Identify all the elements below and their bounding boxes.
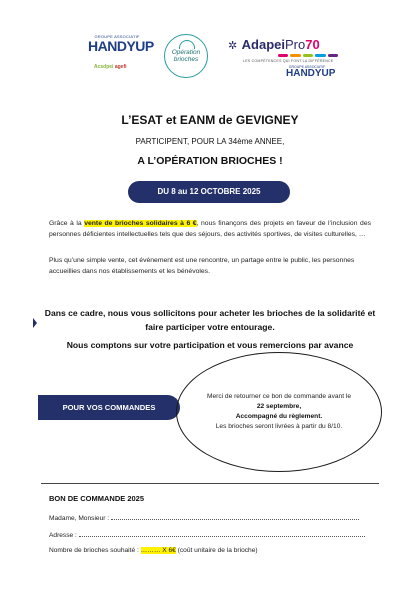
pro-word: Pro xyxy=(285,37,306,52)
operation-heading: A L’OPÉRATION BRIOCHES ! xyxy=(137,155,283,167)
operation-brioches-logo xyxy=(164,34,208,78)
people-icon: ✲ xyxy=(228,40,238,52)
handy2-caption: GROUPE ASSOCIATIF xyxy=(288,65,326,69)
divider xyxy=(41,483,379,484)
orders-banner: POUR VOS COMMANDES xyxy=(38,395,180,420)
subtitle: PARTICIPENT, POUR LA 34ème ANNEE, xyxy=(135,137,285,146)
up-word: UP xyxy=(135,38,154,54)
event-paragraph: Plus qu’une simple vente, cet événement est une rencontre, un partage entre le public, les personnes accueillies dans nos établissements et les bénévoles. xyxy=(49,257,355,275)
name-line[interactable] xyxy=(111,513,359,520)
brioche-logo-line1: Opération xyxy=(171,49,201,56)
address-field[interactable] xyxy=(49,530,365,539)
adapei-logo xyxy=(228,36,320,54)
adapei-word: Adapei xyxy=(241,37,286,52)
handy-word: HANDY xyxy=(88,38,136,54)
address-label: Adresse : xyxy=(49,532,77,539)
delivery-note: Les brioches seront livrées à partir du 8/10. xyxy=(215,423,343,430)
handy-logo-caption: GROUPE ASSOCIATIF xyxy=(94,34,140,39)
partner-logos xyxy=(94,64,127,70)
handy-logo-wordmark xyxy=(88,38,154,54)
dates-banner: DU 8 au 12 OCTOBRE 2025 xyxy=(128,181,290,203)
intro-paragraph xyxy=(49,219,371,240)
price-highlight: vente de brioches solidaires à 6 € xyxy=(84,220,197,227)
intro-text-a: Grâce à la xyxy=(49,220,85,227)
name-field[interactable] xyxy=(49,513,359,522)
order-form-title: BON DE COMMANDE 2025 xyxy=(49,494,145,503)
brioche-logo-line2: brioches xyxy=(173,56,199,63)
thanks-text: Nous comptons sur votre participation et vous remercions par avance xyxy=(66,340,354,350)
unit-cost-note: (coût unitaire de la brioche) xyxy=(177,547,258,554)
appeal-text: Dans ce cadre, nous vous sollicitons pour acheter les brioches de la solidarité et faire participer votre entourage. xyxy=(44,308,376,332)
quantity-label: Nombre de brioches souhaité : xyxy=(49,547,139,554)
return-line1: Merci de retourner ce bon de commande avant le xyxy=(206,393,352,400)
adapei-tagline: LES COMPÉTENCES QUI FONT LA DIFFÉRENCE xyxy=(243,59,334,63)
margin-mark-icon xyxy=(33,318,37,328)
brioche-icon xyxy=(179,40,195,49)
handy-up-logo-small xyxy=(286,65,336,79)
seventy-word: 70 xyxy=(305,37,320,52)
name-label: Madame, Monsieur : xyxy=(49,515,110,522)
adapei-wordmark xyxy=(242,37,320,52)
partner-logo-a: Acsdpei xyxy=(94,64,114,70)
adapei-color-bar xyxy=(278,54,338,57)
intro-text-b: , nous finançons des projets en faveur de l’inclusion des personnes déficientes intellectuelles tels que des séjours, des activités sportives, de visites culturelles, … xyxy=(49,220,371,238)
handy2-wordmark: HANDYUP xyxy=(286,68,336,79)
payment-note: Accompagné du règlement. xyxy=(235,413,323,420)
page-title: L’ESAT et EANM de GEVIGNEY xyxy=(121,113,299,127)
partner-logo-b: agefi xyxy=(114,64,127,70)
quantity-field[interactable] xyxy=(49,547,258,554)
return-info-text xyxy=(184,392,374,432)
address-line[interactable] xyxy=(79,530,365,537)
quantity-input[interactable]: ……… X 6€ xyxy=(140,547,176,554)
handy-up-logo xyxy=(88,34,154,54)
return-date: 22 septembre, xyxy=(256,403,302,410)
